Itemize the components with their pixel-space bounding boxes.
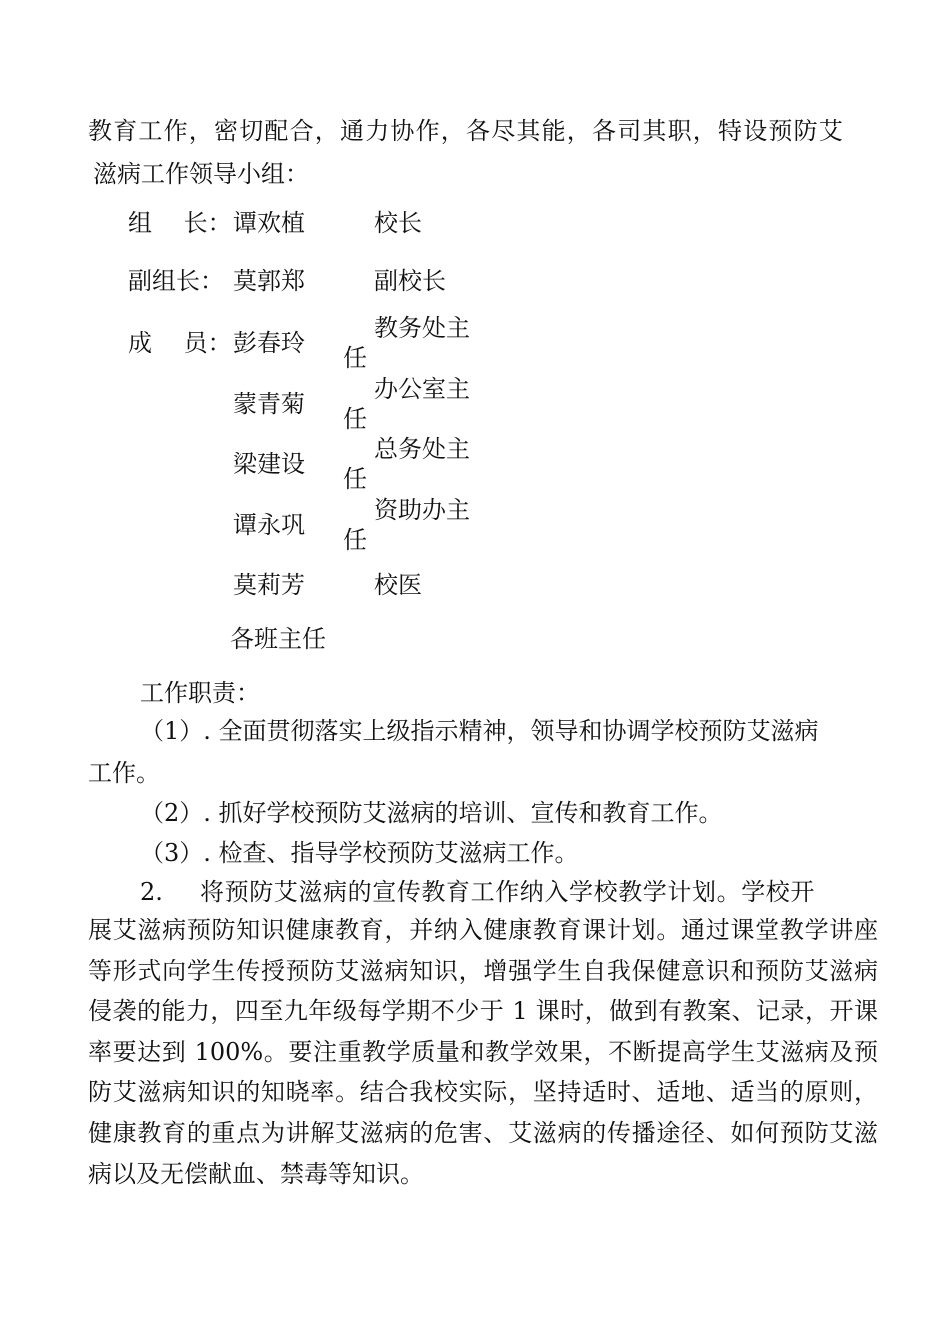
person-title-wrap: 任 (343, 344, 367, 372)
role-label: 组 长： (128, 209, 232, 237)
duties-heading: 工作职责： (140, 679, 260, 707)
person-title: 总务处主 (374, 435, 470, 463)
person-name: 莫郭郑 (233, 267, 305, 295)
duty-item-3: （3）. 检查、指导学校预防艾滋病工作。 (140, 839, 579, 867)
role-label: 成 员： (128, 329, 232, 357)
role-label: 副组长： (128, 267, 224, 295)
person-title-wrap: 任 (343, 526, 367, 554)
person-name: 谭欢植 (233, 209, 305, 237)
intro-line-1: 教育工作，密切配合，通力协作，各尽其能，各司其职，特设预防艾 (88, 117, 844, 145)
person-title-wrap: 任 (343, 405, 367, 433)
duty-item-1: （1）. 全面贯彻落实上级指示精神，领导和协调学校预防艾滋病 (140, 717, 819, 745)
section-body: 展艾滋病预防知识健康教育，并纳入健康教育课计划。通过课堂教学讲座等形式向学生传授预防艾滋病知识，增强学生自我保健意识和预防艾滋病侵袭的能力，四至九年级每学期不少于 1 课时，做到有教案、记录，开课率要达到 100%。要注重教学质量和教学效果，不断提高学生艾滋病及预防艾滋病知识的知晓率。结合我校实际，坚持适时、适地、适当的原则，健康教育的重点为讲解艾滋病的危害、艾滋病的传播途径、如何预防艾滋病以及无偿献血、禁毒等知识。 (88, 916, 878, 1188)
person-name: 彭春玲 (233, 329, 305, 357)
person-name: 谭永巩 (233, 511, 305, 539)
person-title: 校长 (374, 209, 422, 237)
person-name: 梁建设 (233, 450, 305, 478)
intro-line-2: 滋病工作领导小组： (93, 160, 309, 188)
person-title-wrap: 任 (343, 465, 367, 493)
person-title: 校医 (374, 571, 422, 599)
duty-item-2: （2）. 抓好学校预防艾滋病的培训、宣传和教育工作。 (140, 799, 723, 827)
all-class-teachers: 各班主任 (230, 625, 326, 653)
section-number: 2. (140, 878, 163, 906)
person-name: 蒙青菊 (233, 390, 305, 418)
person-title: 资助办主 (374, 496, 470, 524)
person-title: 教务处主 (374, 314, 470, 342)
person-title: 副校长 (374, 267, 446, 295)
person-title: 办公室主 (374, 375, 470, 403)
section-first-line: 将预防艾滋病的宣传教育工作纳入学校教学计划。学校开 (200, 878, 815, 906)
duty-item-1-wrap: 工作。 (88, 759, 160, 787)
person-name: 莫莉芳 (233, 571, 305, 599)
